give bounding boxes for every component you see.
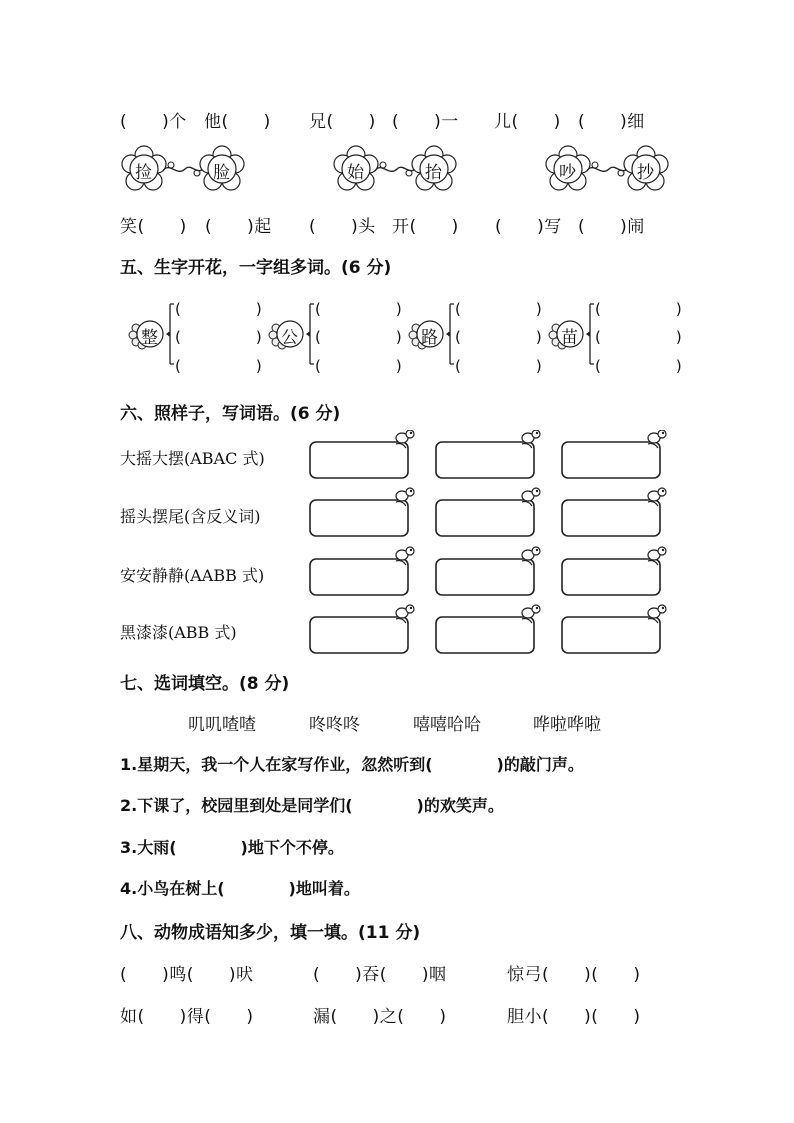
section8-heading: 八、动物成语知多少，填一填。(11 分) [120,923,421,943]
s6-label-1: 大摇大摆(ABAC 式) [120,449,265,468]
s8-idiom-2: ( )吞( )咽 [313,965,447,985]
answer-box[interactable] [436,547,540,595]
s4-bottom-4: 开( ) [392,217,459,237]
s5-blank[interactable]: ( ) [595,357,682,375]
answer-box[interactable] [436,488,540,536]
s4-top-5: 儿( ) [494,112,561,132]
s5-blank[interactable]: ( ) [595,328,682,346]
s8-idiom-6: 胆小( )( ) [507,1007,641,1027]
flower-char: 捡 [135,163,152,183]
s6-label-3: 安安静静(AABB 式) [120,566,265,585]
s5-blank[interactable]: ( ) [315,328,402,346]
s7-sentence-4: 4.小鸟在树上( )地叫着。 [120,879,360,898]
s6-label-4: 黑漆漆(ABB 式) [120,623,237,642]
flower-char: 始 [347,163,364,183]
s7-sentence-1: 1.星期天，我一个人在家写作业，忽然听到( )的敲门声。 [120,755,584,774]
s4-bottom-3: ( )头 [309,217,376,237]
s8-idiom-5: 漏( )之( ) [313,1007,447,1027]
flower-char: 抬 [425,163,442,183]
grape-char-1: 整 [141,328,158,348]
s8-idiom-4: 如( )得( ) [120,1007,254,1027]
answer-box[interactable] [562,430,666,478]
flower-char: 抄 [637,163,654,183]
answer-box[interactable] [562,547,666,595]
flower-char: 脸 [213,163,230,183]
s4-top-1: ( )个 [120,112,187,132]
s5-blank[interactable]: ( ) [455,300,542,318]
grape-char-3: 路 [421,328,438,348]
s7-sentence-2: 2.下课了，校园里到处是同学们( )的欢笑声。 [120,796,504,815]
s5-blank[interactable]: ( ) [315,300,402,318]
s7-option-3: 嘻嘻哈哈 [413,715,481,735]
answer-boxes[interactable] [0,430,794,660]
s5-blank[interactable]: ( ) [595,300,682,318]
section6-heading: 六、照样子，写词语。(6 分) [120,404,341,424]
s8-idiom-3: 惊弓( )( ) [507,965,641,985]
s7-option-2: 咚咚咚 [309,715,360,735]
s4-top-3: 兄( ) [309,112,376,132]
section7-heading: 七、选词填空。(8 分) [120,674,290,694]
answer-box[interactable] [562,488,666,536]
s8-idiom-1: ( )鸣( )吠 [120,965,254,985]
s4-top-4: ( )一 [392,112,459,132]
answer-box[interactable] [436,605,540,653]
s6-label-2: 摇头摆尾(含反义词) [120,507,261,526]
answer-box[interactable] [310,605,414,653]
grape-char-4: 苗 [561,328,578,348]
answer-box[interactable] [310,430,414,478]
s7-sentence-3: 3.大雨( )地下个不停。 [120,838,344,857]
grape-char-2: 公 [281,328,298,348]
s5-blank[interactable]: ( ) [455,328,542,346]
answer-box[interactable] [436,430,540,478]
s4-bottom-1: 笑( ) [120,217,187,237]
s4-bottom-2: ( )起 [205,217,272,237]
s4-bottom-6: ( )闹 [578,217,645,237]
flower-char: 吵 [559,163,576,183]
s4-top-2: 他( ) [204,112,271,132]
answer-box[interactable] [562,605,666,653]
s4-bottom-5: ( )写 [495,217,562,237]
answer-box[interactable] [310,547,414,595]
s7-option-4: 哗啦哗啦 [533,715,601,735]
s4-top-6: ( )细 [578,112,645,132]
s7-option-1: 叽叽喳喳 [188,715,256,735]
flower-pairs [0,135,794,205]
answer-box[interactable] [310,488,414,536]
s5-blank[interactable]: ( ) [315,357,402,375]
s5-blank[interactable]: ( ) [175,357,262,375]
s5-blank[interactable]: ( ) [175,300,262,318]
s5-blank[interactable]: ( ) [455,357,542,375]
s5-blank[interactable]: ( ) [175,328,262,346]
section5-heading: 五、生字开花，一字组多词。(6 分) [120,258,392,278]
